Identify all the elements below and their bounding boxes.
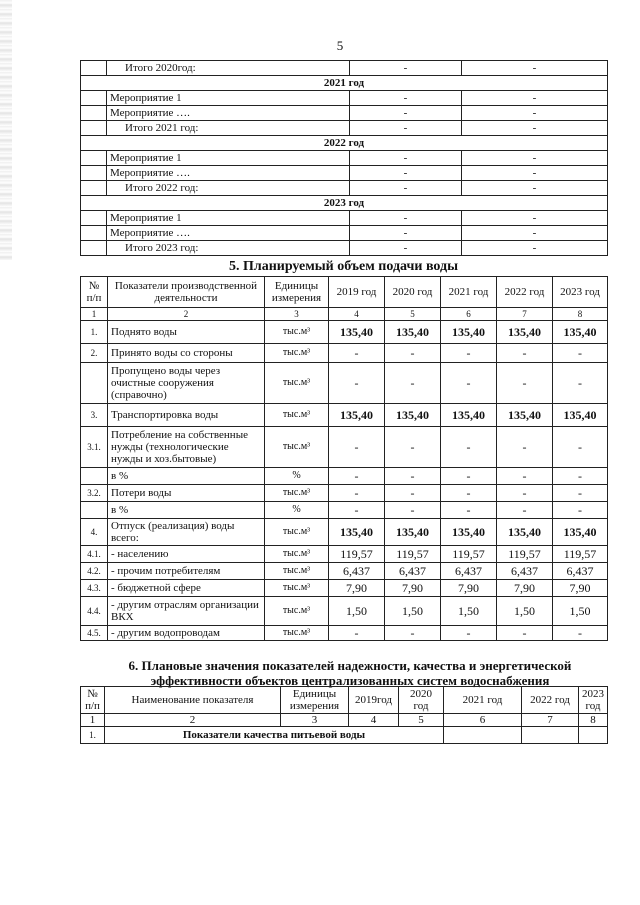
- row-number: 4.5.: [81, 626, 108, 641]
- value-cell: 135,40: [553, 321, 608, 344]
- table-row: [81, 61, 608, 76]
- value-cell: -: [441, 626, 497, 641]
- year-label: 2022 год: [81, 136, 608, 151]
- column-number: 4: [329, 308, 385, 321]
- column-header: 2021 год: [444, 687, 522, 714]
- unit-cell: тыс.м³: [265, 546, 329, 563]
- value-cell: -: [350, 181, 462, 196]
- value-cell: -: [462, 241, 608, 256]
- value-cell: -: [462, 151, 608, 166]
- indicator-name: - прочим потребителям: [108, 563, 265, 580]
- value-cell: -: [350, 121, 462, 136]
- column-number: 8: [553, 308, 608, 321]
- value-cell: 1,50: [441, 597, 497, 626]
- value-cell: -: [329, 363, 385, 404]
- value-cell: -: [350, 61, 462, 76]
- row-number: 3.: [81, 404, 108, 427]
- column-header: 2020 год: [399, 687, 444, 714]
- value-cell: 6,437: [385, 563, 441, 580]
- unit-cell: тыс.м³: [265, 344, 329, 363]
- value-cell: 135,40: [385, 404, 441, 427]
- unit-cell: тыс.м³: [265, 580, 329, 597]
- value-cell: -: [497, 468, 553, 485]
- value-cell: 1,50: [553, 597, 608, 626]
- indicator-name: в %: [108, 502, 265, 519]
- value-cell: -: [462, 226, 608, 241]
- year-row: [81, 196, 608, 211]
- column-header: Наименование показателя: [105, 687, 281, 714]
- row-number: 4.2.: [81, 563, 108, 580]
- unit-cell: тыс.м³: [265, 427, 329, 468]
- value-cell: 135,40: [497, 321, 553, 344]
- value-cell: -: [441, 468, 497, 485]
- value-cell: -: [497, 363, 553, 404]
- unit-cell: %: [265, 502, 329, 519]
- value-cell: 135,40: [329, 519, 385, 546]
- value-cell: 135,40: [385, 321, 441, 344]
- column-header: 2022 год: [497, 277, 553, 308]
- row-number-cell: [81, 241, 107, 256]
- column-header: № п/п: [81, 687, 105, 714]
- value-cell: -: [385, 427, 441, 468]
- table-row: [81, 546, 608, 563]
- value-cell: 135,40: [553, 519, 608, 546]
- value-cell: -: [553, 502, 608, 519]
- row-number-cell: [81, 211, 107, 226]
- row-number: 3.1.: [81, 427, 108, 468]
- value-cell: -: [553, 363, 608, 404]
- event-name: Мероприятие 1: [107, 91, 350, 106]
- value-cell: 6,437: [441, 563, 497, 580]
- event-name: Мероприятие 1: [107, 151, 350, 166]
- row-number: 2.: [81, 344, 108, 363]
- table-row: [81, 626, 608, 641]
- value-cell: -: [462, 211, 608, 226]
- event-name: Итого 2023 год:: [107, 241, 350, 256]
- unit-cell: тыс.м³: [265, 597, 329, 626]
- table-row: [81, 563, 608, 580]
- value-cell: 135,40: [553, 404, 608, 427]
- empty-cell: [522, 727, 579, 744]
- value-cell: -: [462, 166, 608, 181]
- value-cell: 119,57: [497, 546, 553, 563]
- value-cell: -: [497, 485, 553, 502]
- value-cell: 135,40: [497, 519, 553, 546]
- column-header: Единицы измерения: [265, 277, 329, 308]
- value-cell: -: [350, 106, 462, 121]
- table-row: [81, 226, 608, 241]
- value-cell: -: [385, 363, 441, 404]
- table-row: [81, 121, 608, 136]
- table-row: [81, 427, 608, 468]
- value-cell: -: [497, 427, 553, 468]
- row-number: 1.: [81, 727, 105, 744]
- unit-cell: %: [265, 468, 329, 485]
- table-row: [81, 404, 608, 427]
- value-cell: -: [441, 344, 497, 363]
- value-cell: -: [497, 344, 553, 363]
- column-header: Показатели производственной деятельности: [108, 277, 265, 308]
- value-cell: 1,50: [329, 597, 385, 626]
- value-cell: -: [441, 502, 497, 519]
- column-header: № п/п: [81, 277, 108, 308]
- event-name: Мероприятие ….: [107, 106, 350, 121]
- row-number-cell: [81, 106, 107, 121]
- column-number: 4: [349, 714, 399, 727]
- row-number: [81, 468, 108, 485]
- value-cell: -: [441, 427, 497, 468]
- value-cell: -: [553, 427, 608, 468]
- value-cell: 119,57: [329, 546, 385, 563]
- table-row: [81, 241, 608, 256]
- value-cell: -: [385, 502, 441, 519]
- value-cell: 7,90: [329, 580, 385, 597]
- value-cell: -: [385, 485, 441, 502]
- column-header: Единицы измерения: [281, 687, 349, 714]
- value-cell: 1,50: [497, 597, 553, 626]
- table-row: [81, 344, 608, 363]
- value-cell: -: [462, 61, 608, 76]
- value-cell: -: [462, 181, 608, 196]
- unit-cell: тыс.м³: [265, 519, 329, 546]
- value-cell: 6,437: [497, 563, 553, 580]
- empty-cell: [444, 727, 522, 744]
- column-number: 6: [444, 714, 522, 727]
- value-cell: 135,40: [441, 519, 497, 546]
- value-cell: 7,90: [441, 580, 497, 597]
- year-row: [81, 76, 608, 91]
- year-label: 2021 год: [81, 76, 608, 91]
- value-cell: -: [553, 344, 608, 363]
- indicators-table: [80, 686, 608, 744]
- event-name: Итого 2021 год:: [107, 121, 350, 136]
- table-row: [81, 580, 608, 597]
- table-row: [81, 211, 608, 226]
- value-cell: 7,90: [497, 580, 553, 597]
- value-cell: -: [329, 502, 385, 519]
- value-cell: -: [385, 344, 441, 363]
- value-cell: -: [329, 468, 385, 485]
- unit-cell: тыс.м³: [265, 404, 329, 427]
- column-number: 1: [81, 308, 108, 321]
- value-cell: -: [329, 485, 385, 502]
- column-numbers-row: [81, 714, 608, 727]
- value-cell: -: [462, 91, 608, 106]
- row-number-cell: [81, 226, 107, 241]
- value-cell: -: [329, 344, 385, 363]
- row-number-cell: [81, 151, 107, 166]
- column-numbers-row: [81, 308, 608, 321]
- table-row: [81, 166, 608, 181]
- value-cell: -: [350, 241, 462, 256]
- value-cell: 6,437: [329, 563, 385, 580]
- value-cell: -: [350, 166, 462, 181]
- row-number-cell: [81, 91, 107, 106]
- value-cell: 135,40: [441, 404, 497, 427]
- value-cell: -: [329, 427, 385, 468]
- indicator-name: Отпуск (реализация) воды всего:: [108, 519, 265, 546]
- unit-cell: тыс.м³: [265, 563, 329, 580]
- row-number-cell: [81, 181, 107, 196]
- column-header: 2021 год: [441, 277, 497, 308]
- value-cell: -: [497, 626, 553, 641]
- empty-cell: [579, 727, 608, 744]
- column-number: 1: [81, 714, 105, 727]
- scan-edge-artifact: [0, 0, 12, 260]
- table-row: [81, 727, 608, 744]
- row-number: [81, 363, 108, 404]
- unit-cell: тыс.м³: [265, 321, 329, 344]
- event-name: Мероприятие ….: [107, 166, 350, 181]
- row-number: 1.: [81, 321, 108, 344]
- unit-cell: тыс.м³: [265, 626, 329, 641]
- table-row: [81, 91, 608, 106]
- section-6-title: 6. Плановые значения показателей надежности, качества и энергетической эффективности объектов централизованных систем водоснабжения: [128, 658, 572, 688]
- value-cell: 7,90: [385, 580, 441, 597]
- column-number: 3: [281, 714, 349, 727]
- table-row: [81, 181, 608, 196]
- indicator-name: - населению: [108, 546, 265, 563]
- value-cell: 119,57: [385, 546, 441, 563]
- value-cell: -: [385, 468, 441, 485]
- indicator-name: - другим водопроводам: [108, 626, 265, 641]
- table-row: [81, 597, 608, 626]
- event-name: Мероприятие ….: [107, 226, 350, 241]
- row-number-cell: [81, 166, 107, 181]
- value-cell: -: [553, 468, 608, 485]
- value-cell: -: [350, 151, 462, 166]
- value-cell: 7,90: [553, 580, 608, 597]
- water-supply-table: [80, 276, 608, 641]
- table-row: [81, 151, 608, 166]
- value-cell: -: [462, 121, 608, 136]
- indicator-name: - другим отраслям организации ВКХ: [108, 597, 265, 626]
- indicator-name: Принято воды со стороны: [108, 344, 265, 363]
- column-header: 2023 год: [579, 687, 608, 714]
- table-row: [81, 321, 608, 344]
- row-number: 3.2.: [81, 485, 108, 502]
- value-cell: -: [553, 626, 608, 641]
- table-row: [81, 485, 608, 502]
- column-number: 6: [441, 308, 497, 321]
- value-cell: -: [385, 626, 441, 641]
- column-number: 7: [497, 308, 553, 321]
- value-cell: 6,437: [553, 563, 608, 580]
- value-cell: -: [497, 502, 553, 519]
- row-number: [81, 502, 108, 519]
- row-number: 4.1.: [81, 546, 108, 563]
- value-cell: -: [441, 363, 497, 404]
- value-cell: 135,40: [497, 404, 553, 427]
- row-number: 4.4.: [81, 597, 108, 626]
- value-cell: -: [350, 226, 462, 241]
- value-cell: -: [329, 626, 385, 641]
- section-5-title: 5. Планируемый объем подачи воды: [228, 259, 459, 274]
- column-header: 2022 год: [522, 687, 579, 714]
- value-cell: 1,50: [385, 597, 441, 626]
- table-row: [81, 519, 608, 546]
- year-row: [81, 136, 608, 151]
- column-header: 2020 год: [385, 277, 441, 308]
- table-row: [81, 363, 608, 404]
- table-header-row: [81, 277, 608, 308]
- column-header: 2023 год: [553, 277, 608, 308]
- value-cell: 135,40: [329, 404, 385, 427]
- year-label: 2023 год: [81, 196, 608, 211]
- table-header-row: [81, 687, 608, 714]
- indicator-name: в %: [108, 468, 265, 485]
- table-row: [81, 106, 608, 121]
- event-name: Итого 2020год:: [107, 61, 350, 76]
- column-number: 7: [522, 714, 579, 727]
- value-cell: 119,57: [441, 546, 497, 563]
- row-number-cell: [81, 121, 107, 136]
- value-cell: -: [441, 485, 497, 502]
- indicator-name: Потери воды: [108, 485, 265, 502]
- indicator-name: - бюджетной сфере: [108, 580, 265, 597]
- indicator-name: Транспортировка воды: [108, 404, 265, 427]
- value-cell: -: [350, 91, 462, 106]
- value-cell: -: [553, 485, 608, 502]
- event-name: Итого 2022 год:: [107, 181, 350, 196]
- column-number: 2: [105, 714, 281, 727]
- table-row: [81, 468, 608, 485]
- row-number-cell: [81, 61, 107, 76]
- value-cell: 119,57: [553, 546, 608, 563]
- row-number: 4.: [81, 519, 108, 546]
- event-name: Мероприятие 1: [107, 211, 350, 226]
- column-header: 2019год: [349, 687, 399, 714]
- events-table-continuation: [80, 60, 608, 256]
- column-number: 2: [108, 308, 265, 321]
- column-header: 2019 год: [329, 277, 385, 308]
- value-cell: 135,40: [385, 519, 441, 546]
- section-row-title: Показатели качества питьевой воды: [105, 727, 444, 744]
- unit-cell: тыс.м³: [265, 485, 329, 502]
- table-row: [81, 502, 608, 519]
- column-number: 5: [399, 714, 444, 727]
- row-number: 4.3.: [81, 580, 108, 597]
- indicator-name: Пропущено воды через очистные сооружения (справочно): [108, 363, 265, 404]
- column-number: 8: [579, 714, 608, 727]
- value-cell: 135,40: [441, 321, 497, 344]
- indicator-name: Поднято воды: [108, 321, 265, 344]
- page-number: 5: [336, 38, 344, 53]
- column-number: 5: [385, 308, 441, 321]
- value-cell: 135,40: [329, 321, 385, 344]
- indicator-name: Потребление на собственные нужды (технологические нужды и хоз.бытовые): [108, 427, 265, 468]
- column-number: 3: [265, 308, 329, 321]
- unit-cell: тыс.м³: [265, 363, 329, 404]
- value-cell: -: [462, 106, 608, 121]
- value-cell: -: [350, 211, 462, 226]
